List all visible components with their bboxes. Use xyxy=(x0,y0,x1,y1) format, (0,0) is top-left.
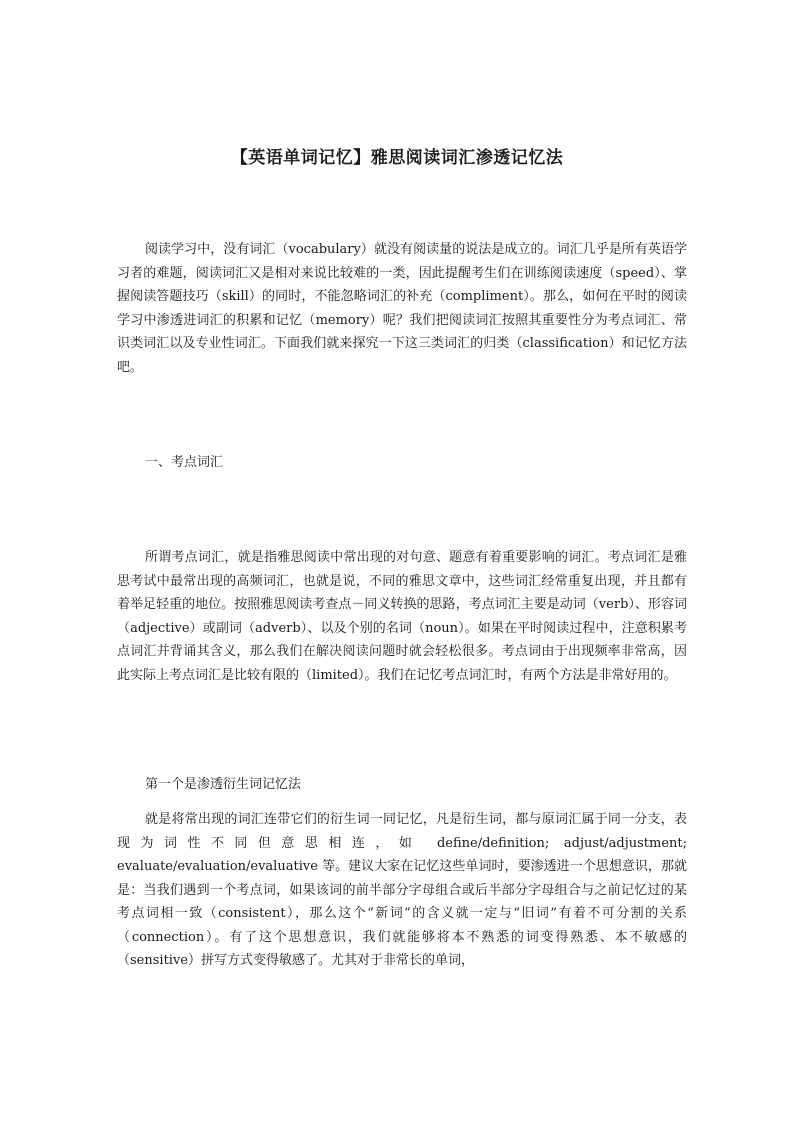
derivative-words-paragraph: 就是将常出现的词汇连带它们的衍生词一同记忆，凡是衍生词，都与原词汇属于同一分支，表现为词性不同但意思相连，如 define/definition; adjust/adjustment; evaluate/evaluation/evaluative 等。建议大家在记忆这些单词时，要渗透进一个思想意识，那就是：当我们遇到一个考点词，如果该词的前半部分字母组合或后半部分字母组合与之前记忆过的某考点词相一致（consistent），那么这个“新词”的含义就一定与“旧词”有着不可分割的关系（connection）。有了这个思想意识，我们就能够将本不熟悉的词变得熟悉、本不敏感的（sensitive）拼写方式变得敏感了。尤其对于非常长的单词， xyxy=(117,812,687,968)
intro-paragraph: 阅读学习中，没有词汇（vocabulary）就没有阅读量的说法是成立的。词汇几乎是所有英语学习者的难题，阅读词汇又是相对来说比较难的一类，因此提醒考生们在训练阅读速度（speed）、掌握阅读答题技巧（skill）的同时，不能忽略词汇的补充（compliment）。那么，如何在平时的阅读学习中渗透进词汇的积累和记忆（memory）呢？我们把阅读词汇按照其重要性分为考点词汇、常识类词汇以及专业性词汇。下面我们就来探究一下这三类词汇的归类（classification）和记忆方法吧。 xyxy=(117,242,687,375)
section-heading-exam-vocabulary: 一、考点词汇 xyxy=(145,455,224,470)
exam-vocabulary-paragraph: 所谓考点词汇，就是指雅思阅读中常出现的对句意、题意有着重要影响的词汇。考点词汇是雅思考试中最常出现的高频词汇，也就是说，不同的雅思文章中，这些词汇经常重复出现，并且都有着举足轻重的地位。按照雅思阅读考查点－同义转换的思路，考点词汇主要是动词（verb）、形容词（adjective）或副词（adverb）、以及个别的名词（noun）。如果在平时阅读过程中，注意积累考点词汇并背诵其含义，那么我们在解决阅读问题时就会轻松很多。考点词由于出现频率非常高，因此实际上考点词汇是比较有限的（limited）。我们在记忆考点词汇时，有两个方法是非常好用的。 xyxy=(117,550,687,683)
method-heading-derivative-words: 第一个是渗透衍生词记忆法 xyxy=(145,777,302,792)
document-title: 【英语单词记忆】雅思阅读词汇渗透记忆法 xyxy=(230,148,564,168)
